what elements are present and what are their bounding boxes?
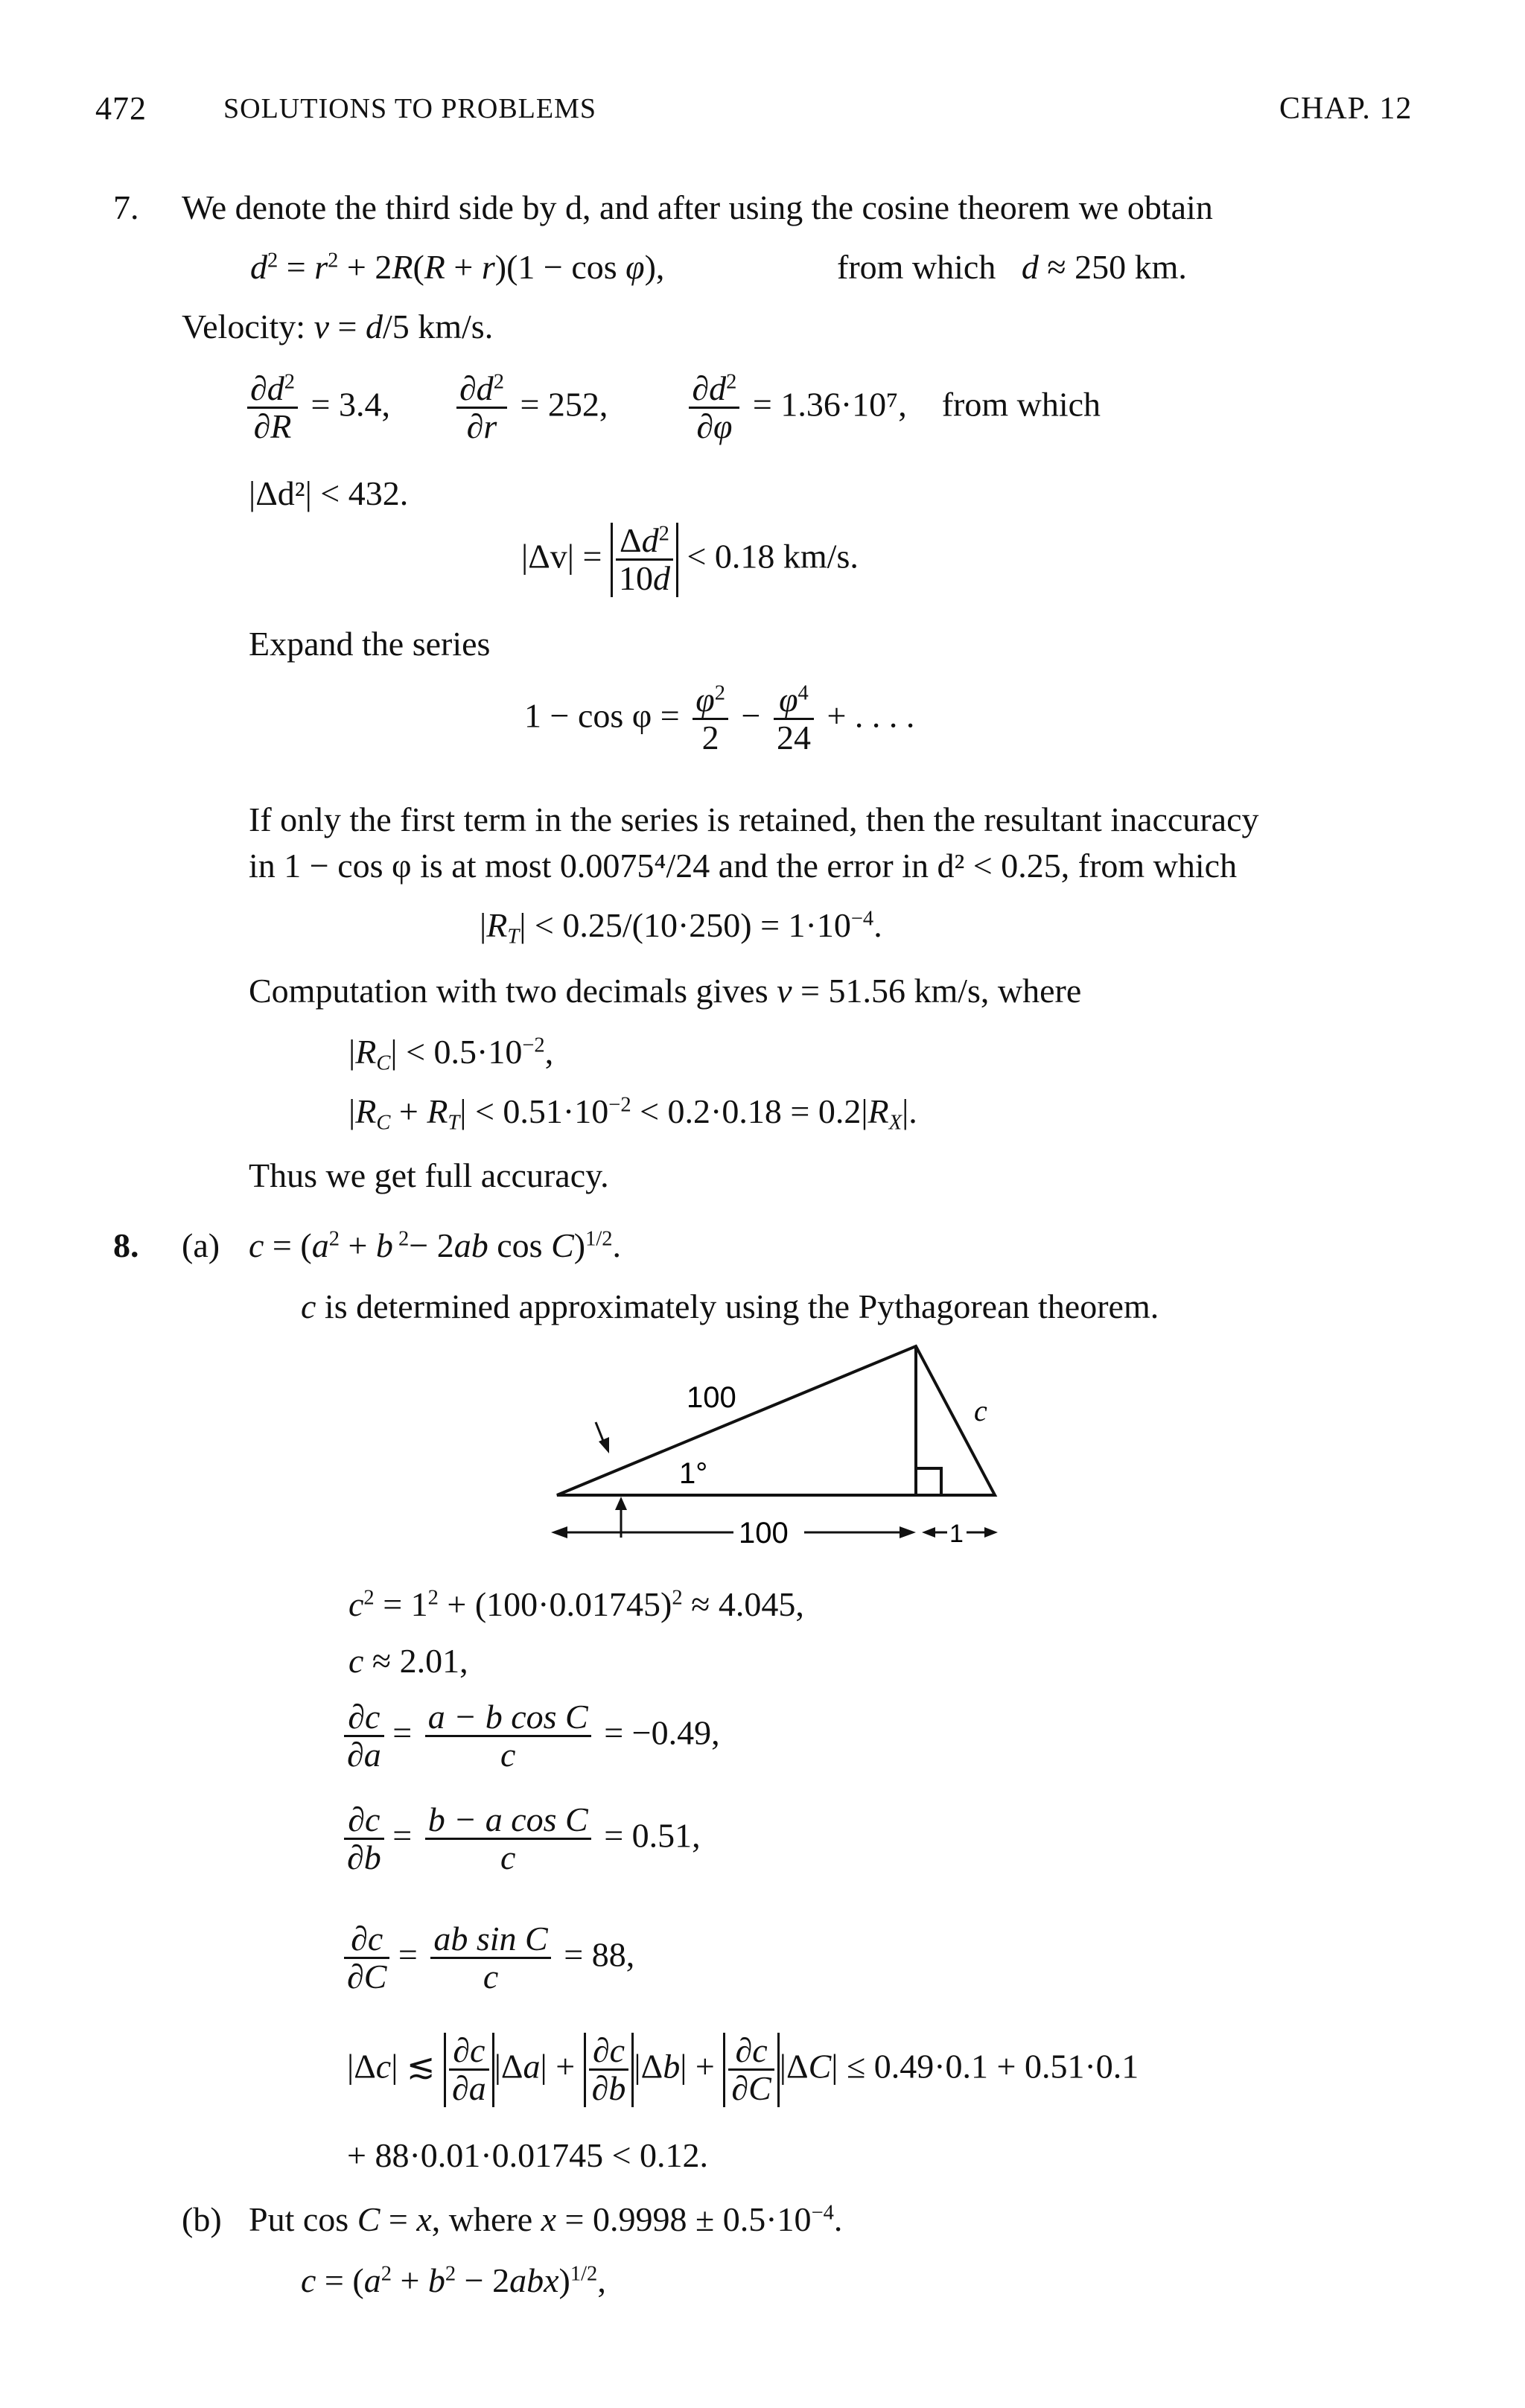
dc-dC-denominator: c bbox=[483, 1958, 499, 1996]
rt-bound: $|R_T| < 0.25/(10\cdot 250) = 1\cdot 10^{-4}$. bbox=[480, 906, 882, 949]
delta-v-equation: |Δv| = $\frac{\Delta d^2}{10d}$ < 0.18 km/s. bbox=[521, 521, 859, 598]
dc-db-equation: $\frac{\partial c}{\partial b}$ = $\frac{\text{b − a cos C}}{c}$ = 0.51, bbox=[344, 1802, 701, 1876]
chapter-label: CHAP. 12 bbox=[1279, 92, 1413, 126]
cosine-theorem-equation: $d^2 = r^2 + 2R(R + r)(1 - \cos \varphi)$, bbox=[250, 248, 665, 286]
dc-dC-equation: $\frac{\partial c}{\partial C}$ = $\frac{\text{ab sin C}}{c}$ = 88, bbox=[344, 1921, 634, 1995]
from-which-label: from which bbox=[941, 385, 1101, 424]
inaccuracy-para-line1: If only the first term in the series is retained, then the resultant inaccuracy bbox=[249, 800, 1259, 838]
dc-db-value: = 0.51, bbox=[604, 1816, 701, 1855]
series-left: 1 − cos φ = bbox=[524, 696, 680, 735]
partial-R-value: = 3.4, bbox=[311, 385, 390, 424]
page-number: 472 bbox=[95, 90, 147, 127]
inaccuracy-para-line2: in 1 − cos φ is at most 0.0075⁴/24 and the error in d² < 0.25, from which bbox=[249, 847, 1238, 885]
dc-db-numerator: b − a cos C bbox=[425, 1802, 591, 1840]
partial-r-value: = 252, bbox=[520, 385, 608, 424]
dc-da-equation: $\frac{\partial c}{\partial a}$ = $\frac{\text{a − b cos C}}{c}$ = −0.49, bbox=[344, 1699, 720, 1774]
delta-v-right: < 0.18 km/s. bbox=[687, 537, 859, 576]
partial-derivatives-line: $\frac{\partial d^2}{\partial R}$ = 3.4, $\frac{\partial d^2}{\partial r}$ = 252, $\frac{\partial d^2}{\partial\varphi}$ = 1.36·10⁷, from which bbox=[243, 371, 1101, 445]
dim-arrow-left bbox=[551, 1526, 567, 1538]
dc-da-value: = −0.49, bbox=[604, 1713, 720, 1752]
triangle-outline bbox=[557, 1346, 995, 1495]
problem-8-number: 8. bbox=[113, 1226, 139, 1264]
partial-phi-value: = 1.36·10⁷, bbox=[752, 385, 907, 424]
running-title: SOLUTIONS TO PROBLEMS bbox=[223, 93, 597, 124]
right-angle-marker bbox=[916, 1468, 941, 1495]
rc-rt-bound: $|R_C + R_T| < 0.51\cdot 10^{-2} < 0.2\cdot 0.18 = 0.2|R_X|$. bbox=[348, 1092, 917, 1135]
c-in-terms-of-x: $c = (a^2 + b^2 - 2abx)^{1/2}$, bbox=[301, 2261, 606, 2299]
rc-bound: $|R_C| < 0.5\cdot 10^{-2}$, bbox=[348, 1033, 554, 1075]
angle-arrow-head bbox=[615, 1497, 627, 1510]
delta-c-line2: + 88·0.01·0.01745 < 0.12. bbox=[347, 2136, 709, 2174]
delta-c-bound: |Δc| ≲ $\frac{\partial c}{\partial a}$ |Δa| + $\frac{\partial c}{\partial b}$ |Δb| + $\frac{\partial c}{\partial C}$ |ΔC| ≤ 0.49·0.1 + 0.51·0.1 bbox=[347, 2031, 1139, 2108]
expand-series-label: Expand the series bbox=[249, 625, 491, 663]
side-c-label: c bbox=[974, 1394, 987, 1427]
full-accuracy-line: Thus we get full accuracy. bbox=[249, 1156, 609, 1194]
c-approx: c ≈ 2.01, bbox=[348, 1642, 468, 1680]
c-squared-equation: $c^2 = 1^2 + (100\cdot 0.01745)^2 \approx 4.045$, bbox=[348, 1585, 804, 1623]
cosine-theorem-result: from which d ≈ 250 km. bbox=[837, 248, 1187, 286]
dc-da-denominator: c bbox=[500, 1736, 516, 1774]
small-1-label: 1 bbox=[949, 1520, 964, 1548]
problem-7-intro: We denote the third side by d, and after using the cosine theorem we obtain bbox=[182, 188, 1213, 226]
problem-7-number: 7. bbox=[113, 188, 139, 226]
velocity-line: Velocity: v = d/5 km/s. bbox=[182, 308, 494, 345]
delta-v-left: |Δv| = bbox=[521, 537, 602, 576]
dc-dC-numerator: ab sin C bbox=[430, 1921, 550, 1959]
dc-db-denominator: c bbox=[500, 1838, 516, 1877]
dim-arrow-right bbox=[900, 1526, 916, 1538]
angle-label: 1° bbox=[679, 1457, 708, 1490]
part-b-label: (b) bbox=[182, 2200, 222, 2238]
dc-dC-value: = 88, bbox=[564, 1935, 635, 1974]
delta-c-tail: ≤ 0.49·0.1 + 0.51·0.1 bbox=[846, 2047, 1139, 2086]
computation-line: Computation with two decimals gives v = 51.56 km/s, where bbox=[249, 972, 1082, 1010]
delta-d2-bound: |Δd²| < 432. bbox=[249, 474, 409, 512]
triangle-figure bbox=[521, 1333, 1042, 1564]
base-100-label: 100 bbox=[739, 1517, 789, 1549]
law-of-cosines-c: $c = (a^2 + b$ $^2$− 2ab cos C)$^{1/2}$. bbox=[249, 1226, 622, 1264]
part-b-text: Put cos C = x, where $x = 0.9998 \pm 0.5\cdot 10^{-4}$. bbox=[249, 2200, 843, 2238]
series-tail: + . . . . bbox=[827, 696, 915, 735]
dc-da-numerator: a − b cos C bbox=[425, 1699, 591, 1737]
small-arrow-left bbox=[922, 1527, 935, 1538]
pythagorean-note: c is determined approximately using the Pythagorean theorem. bbox=[301, 1287, 1159, 1325]
pointer-arrow-head bbox=[599, 1437, 609, 1453]
hypotenuse-label: 100 bbox=[687, 1381, 736, 1414]
part-a-label: (a) bbox=[182, 1226, 220, 1264]
cosine-series: 1 − cos φ = $\frac{\varphi^2}{2}$ − $\frac{\varphi^4}{24}$ + . . . . bbox=[524, 681, 915, 757]
small-arrow-right bbox=[984, 1527, 998, 1538]
